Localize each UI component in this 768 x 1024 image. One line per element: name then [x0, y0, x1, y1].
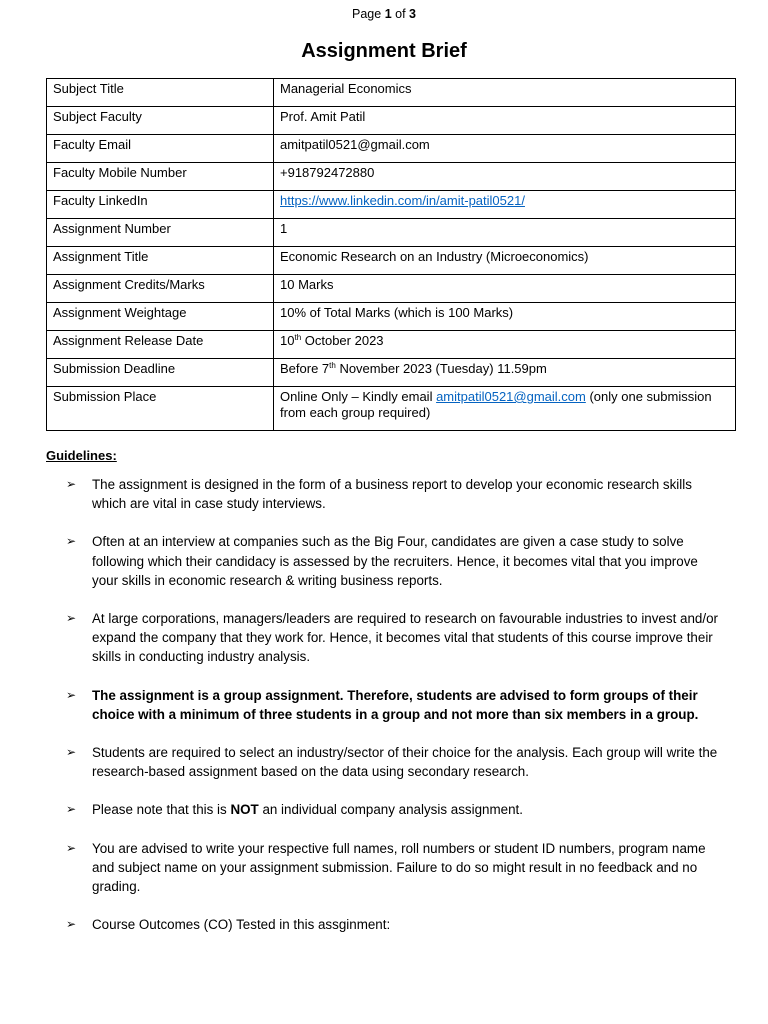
label-assignment-weightage: Assignment Weightage	[47, 303, 274, 331]
table-row	[47, 191, 736, 219]
list-item: ➢ The assignment is designed in the form of a business report to develop your economic research skills which are vital in case study interviews.	[66, 477, 692, 512]
guidelines-list	[66, 475, 726, 953]
value-subject-faculty: Prof. Amit Patil	[274, 107, 736, 135]
value-assignment-title: Economic Research on an Industry (Microeconomics)	[274, 247, 736, 275]
label-submission-deadline: Submission Deadline	[47, 359, 274, 387]
value-assignment-weightage: 10% of Total Marks (which is 100 Marks)	[274, 303, 736, 331]
value-submission-place: Online Only – Kindly email amitpatil0521@gmail.com (only one submission from each group required)	[274, 387, 736, 431]
submission-email-link[interactable]: amitpatil0521@gmail.com	[436, 389, 586, 404]
table-row	[47, 331, 736, 359]
arrowhead-bullet-icon: ➢	[66, 687, 77, 702]
value-assignment-number: 1	[274, 219, 736, 247]
list-item: ➢ Often at an interview at companies such as the Big Four, candidates are given a case study to solve following which their candidacy is assessed by the recruiters. Hence, it becomes vital that you improve your skills in economic research & writing business reports.	[66, 534, 698, 588]
linkedin-link[interactable]: https://www.linkedin.com/in/amit-patil0521/	[280, 193, 525, 208]
value-assignment-credits: 10 Marks	[274, 275, 736, 303]
table-row	[47, 275, 736, 303]
value-faculty-linkedin	[274, 191, 736, 219]
arrowhead-bullet-icon: ➢	[66, 745, 77, 760]
label-assignment-credits: Assignment Credits/Marks	[47, 275, 274, 303]
list-item: ➢ The assignment is a group assignment. Therefore, students are advised to form groups of their choice with a minimum of three students in a group and not more than six members in a group.	[66, 687, 699, 722]
value-faculty-email: amitpatil0521@gmail.com	[274, 135, 736, 163]
value-submission-deadline: Before 7th November 2023 (Tuesday) 11.59pm	[274, 359, 736, 387]
label-subject-title: Subject Title	[47, 79, 274, 107]
arrowhead-bullet-icon: ➢	[66, 611, 77, 626]
table-row	[47, 163, 736, 191]
arrowhead-bullet-icon: ➢	[66, 840, 77, 855]
table-row	[47, 303, 736, 331]
table-row	[47, 135, 736, 163]
table-row	[47, 387, 736, 431]
label-faculty-linkedin: Faculty LinkedIn	[47, 191, 274, 219]
list-item: ➢ You are advised to write your respective full names, roll numbers or student ID numbers, program name and subject name on your assignment submission. Failure to do so might result in no feedback and no grading.	[66, 840, 706, 895]
page-number: Page 1 of 3	[352, 7, 416, 21]
assignment-brief-table	[46, 78, 736, 431]
list-item: ➢ Please note that this is NOT an individual company analysis assignment.	[66, 800, 726, 819]
label-assignment-number: Assignment Number	[47, 219, 274, 247]
table-row	[47, 247, 736, 275]
label-assignment-title: Assignment Title	[47, 247, 274, 275]
guidelines-heading: Guidelines:	[46, 448, 117, 463]
arrowhead-bullet-icon: ➢	[66, 802, 77, 817]
document-title: Assignment Brief	[301, 40, 467, 62]
arrowhead-bullet-icon: ➢	[66, 534, 77, 549]
table-row	[47, 219, 736, 247]
label-submission-place: Submission Place	[47, 387, 274, 431]
list-item: ➢ Students are required to select an industry/sector of their choice for the analysis. Each group will write the research-based assignment based on the data using secondary research.	[66, 745, 718, 780]
value-subject-title: Managerial Economics	[274, 79, 736, 107]
list-item: ➢ Course Outcomes (CO) Tested in this assginment:	[66, 915, 726, 934]
table-row	[47, 79, 736, 107]
label-subject-faculty: Subject Faculty	[47, 107, 274, 135]
label-faculty-mobile: Faculty Mobile Number	[47, 163, 274, 191]
value-faculty-mobile: +918792472880	[274, 163, 736, 191]
arrowhead-bullet-icon: ➢	[66, 477, 77, 491]
label-faculty-email: Faculty Email	[47, 135, 274, 163]
table-row	[47, 107, 736, 135]
arrowhead-bullet-icon: ➢	[66, 917, 77, 932]
table-row	[47, 359, 736, 387]
list-item: ➢ At large corporations, managers/leaders are required to research on favourable industries to invest and/or expand the company that they work for. Hence, it becomes vital that students of this course improve their skills in conducting industry analysis.	[66, 611, 718, 665]
label-release-date: Assignment Release Date	[47, 331, 274, 359]
value-release-date: 10th October 2023	[274, 331, 736, 359]
